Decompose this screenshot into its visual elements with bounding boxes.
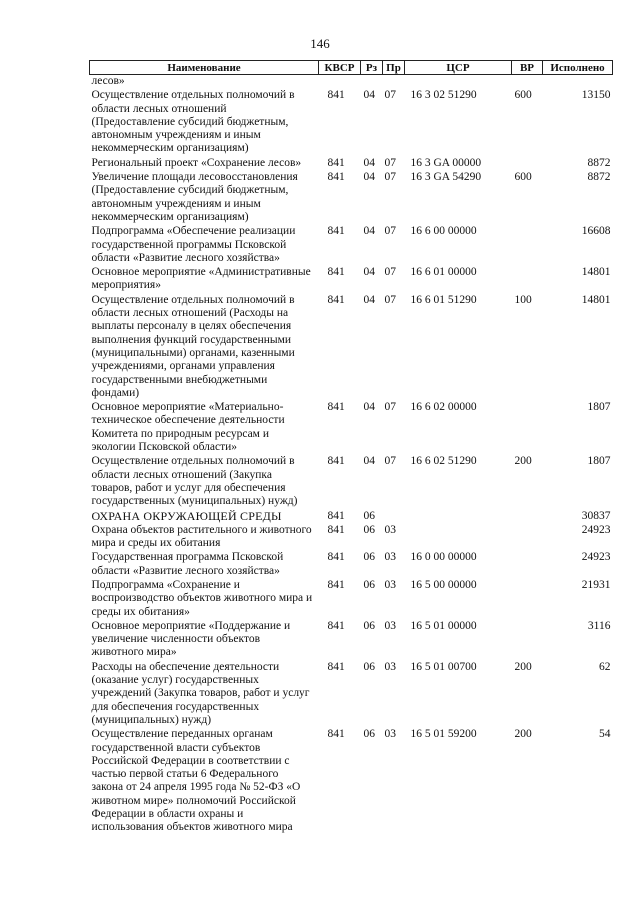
header-vr: ВР <box>512 61 543 75</box>
table-row <box>90 523 613 551</box>
table-row <box>90 454 613 508</box>
cell-executed: 14801 <box>581 266 611 279</box>
cell-vr: 100 <box>514 293 532 306</box>
cell-pr: 07 <box>384 401 396 414</box>
cell-name: Осуществление отдельных полномочий в области лесных отношений (Закупка товаров, работ и услуг для обеспечения государственных (муниципальных) нужд) <box>91 455 298 508</box>
cell-name: Подпрограмма «Сохранение и воспроизводство объектов животного мира и среды их обитания» <box>91 578 313 618</box>
cell-pr: 03 <box>384 523 396 536</box>
cell-csr: 16 6 02 00000 <box>410 401 477 414</box>
cell-kvsr: 841 <box>327 509 345 522</box>
cell-name: Основное мероприятие «Материально-техническое обеспечение деятельности Комитета по природным ресурсам и экологии Псковской области» <box>91 401 285 454</box>
cell-pr <box>383 509 405 523</box>
cell-vr <box>512 523 543 551</box>
cell-csr: 16 5 01 00700 <box>410 660 477 673</box>
cell-vr: 200 <box>514 728 532 741</box>
cell-pr: 07 <box>384 156 396 169</box>
cell-rz: 04 <box>363 225 375 238</box>
table-row <box>90 156 613 170</box>
cell-pr: 03 <box>384 578 396 591</box>
cell-kvsr: 841 <box>327 401 345 414</box>
cell-pr: 03 <box>384 619 396 632</box>
cell-executed: 30837 <box>581 509 611 522</box>
cell-rz: 04 <box>363 89 375 102</box>
cell-executed <box>543 75 613 89</box>
cell-kvsr: 841 <box>327 225 345 238</box>
cell-executed: 54 <box>599 728 611 741</box>
header-kvsr: КВСР <box>319 61 361 75</box>
cell-rz: 04 <box>363 266 375 279</box>
cell-rz: 06 <box>363 578 375 591</box>
cell-name: Увеличение площади лесовосстановления (Предоставление субсидий бюджетным, автономным учреждениям и иным некоммерческим организациям) <box>91 171 298 223</box>
cell-csr: 16 3 02 51290 <box>410 89 477 102</box>
cell-executed: 1807 <box>587 401 611 414</box>
cell-vr <box>512 550 543 578</box>
header-name: Наименование <box>90 61 319 75</box>
cell-kvsr: 841 <box>327 619 345 632</box>
cell-executed: 8872 <box>587 171 611 184</box>
table-row <box>90 550 613 578</box>
cell-name: Осуществление отдельных полномочий в области лесных отношений (Расходы на выплаты персоналу в целях обеспечения выполнения функций государственными (муниципальными) органами, казенными учреждениями, органами управления государственными внебюджетными фондами) <box>91 293 295 399</box>
header-rz: Рз <box>361 61 383 75</box>
cell-vr: 600 <box>514 89 532 102</box>
cell-vr <box>512 224 543 265</box>
cell-executed: 21931 <box>581 578 611 591</box>
table-row <box>90 619 613 660</box>
cell-rz: 06 <box>363 728 375 741</box>
cell-rz: 04 <box>363 156 375 169</box>
cell-rz: 06 <box>363 523 375 536</box>
cell-name: Осуществление переданных органам государственной власти субъектов Российской Федерации в соответствии с частью первой статьи 6 Федерального закона от 24 апреля 1995 года № 52-ФЗ «О животном мире» полномочий Российской Федерации в области охраны и использования объектов животного мира <box>91 728 301 834</box>
cell-rz: 06 <box>363 551 375 564</box>
header-executed: Исполнено <box>543 61 613 75</box>
cell-vr: 200 <box>514 660 532 673</box>
cell-pr <box>383 75 405 89</box>
cell-csr: 16 3 GA 54290 <box>410 171 482 184</box>
cell-name: Охрана объектов растительного и животного мира и среды их обитания <box>91 523 312 550</box>
cell-name: Региональный проект «Сохранение лесов» <box>91 156 302 169</box>
table-header-row <box>90 61 613 75</box>
cell-kvsr: 841 <box>327 293 345 306</box>
cell-rz <box>361 75 383 89</box>
cell-executed: 16608 <box>581 225 611 238</box>
table-row <box>90 509 613 523</box>
header-csr: ЦСР <box>405 61 512 75</box>
cell-pr: 07 <box>384 171 396 184</box>
cell-rz: 06 <box>363 619 375 632</box>
cell-csr <box>405 523 512 551</box>
table-row <box>90 727 613 834</box>
cell-rz: 04 <box>363 401 375 414</box>
cell-executed: 62 <box>599 660 611 673</box>
cell-name: Государственная программа Псковской области «Развитие лесного хозяйства» <box>91 551 284 577</box>
cell-vr <box>512 156 543 170</box>
cell-kvsr: 841 <box>327 523 345 536</box>
cell-executed: 1807 <box>587 455 611 468</box>
cell-name: ОХРАНА ОКРУЖАЮЩЕЙ СРЕДЫ <box>91 508 282 523</box>
budget-table <box>89 60 613 835</box>
cell-kvsr <box>319 75 361 89</box>
cell-vr <box>512 265 543 293</box>
cell-executed: 14801 <box>581 293 611 306</box>
table-row <box>90 224 613 265</box>
cell-csr: 16 5 00 00000 <box>410 578 477 591</box>
cell-csr <box>405 509 512 523</box>
header-pr: Пр <box>383 61 405 75</box>
cell-pr: 03 <box>384 551 396 564</box>
cell-vr <box>512 400 543 454</box>
cell-csr: 16 6 02 51290 <box>410 455 477 468</box>
cell-vr <box>512 578 543 619</box>
cell-executed: 24923 <box>581 551 611 564</box>
cell-name: Подпрограмма «Обеспечение реализации государственной программы Псковской области «Развитие лесного хозяйства» <box>91 225 296 264</box>
cell-name: Осуществление отдельных полномочий в области лесных отношений (Предоставление субсидий бюджетным, автономным учреждениям и иным некоммерческим организациям) <box>91 89 295 155</box>
cell-pr: 07 <box>384 89 396 102</box>
cell-vr <box>512 509 543 523</box>
cell-pr: 07 <box>384 293 396 306</box>
cell-csr: 16 6 00 00000 <box>410 225 477 238</box>
cell-vr: 600 <box>514 171 532 184</box>
cell-kvsr: 841 <box>327 578 345 591</box>
cell-executed: 13150 <box>581 89 611 102</box>
cell-pr: 07 <box>384 455 396 468</box>
cell-pr: 03 <box>384 728 396 741</box>
page-number: 146 <box>310 36 330 51</box>
table-row <box>90 660 613 727</box>
cell-name: Основное мероприятие «Поддержание и увеличение численности объектов животного мира» <box>91 619 291 659</box>
cell-rz: 06 <box>363 509 375 522</box>
table-row <box>90 293 613 400</box>
cell-kvsr: 841 <box>327 728 345 741</box>
cell-kvsr: 841 <box>327 455 345 468</box>
table-row <box>90 400 613 454</box>
cell-pr: 07 <box>384 225 396 238</box>
cell-rz: 04 <box>363 455 375 468</box>
cell-csr: 16 0 00 00000 <box>410 551 477 564</box>
cell-name: Основное мероприятие «Административные мероприятия» <box>91 266 311 292</box>
cell-csr: 16 5 01 00000 <box>410 619 477 632</box>
cell-name: Расходы на обеспечение деятельности (оказание услуг) государственных учреждений (Закупка товаров, работ и услуг для обеспечения государственных (муниципальных) нужд) <box>91 660 310 726</box>
table-row <box>90 75 613 89</box>
cell-kvsr: 841 <box>327 89 345 102</box>
cell-kvsr: 841 <box>327 156 345 169</box>
table-row <box>90 88 613 155</box>
cell-csr: 16 3 GA 00000 <box>410 156 482 169</box>
cell-kvsr: 841 <box>327 171 345 184</box>
cell-pr: 07 <box>384 266 396 279</box>
cell-executed: 24923 <box>581 523 611 536</box>
cell-rz: 04 <box>363 171 375 184</box>
cell-executed: 3116 <box>587 619 611 632</box>
cell-name: лесов» <box>91 75 125 87</box>
table-row <box>90 265 613 293</box>
table-body <box>90 75 613 835</box>
cell-csr <box>405 75 512 89</box>
cell-executed: 8872 <box>587 156 611 169</box>
cell-csr: 16 6 01 00000 <box>410 266 477 279</box>
cell-kvsr: 841 <box>327 551 345 564</box>
cell-vr: 200 <box>514 455 532 468</box>
table-row <box>90 578 613 619</box>
cell-kvsr: 841 <box>327 660 345 673</box>
cell-csr: 16 5 01 59200 <box>410 728 477 741</box>
cell-vr <box>512 619 543 660</box>
cell-csr: 16 6 01 51290 <box>410 293 477 306</box>
cell-rz: 06 <box>363 660 375 673</box>
cell-pr: 03 <box>384 660 396 673</box>
table-row <box>90 170 613 224</box>
cell-vr <box>512 75 543 89</box>
cell-kvsr: 841 <box>327 266 345 279</box>
cell-rz: 04 <box>363 293 375 306</box>
